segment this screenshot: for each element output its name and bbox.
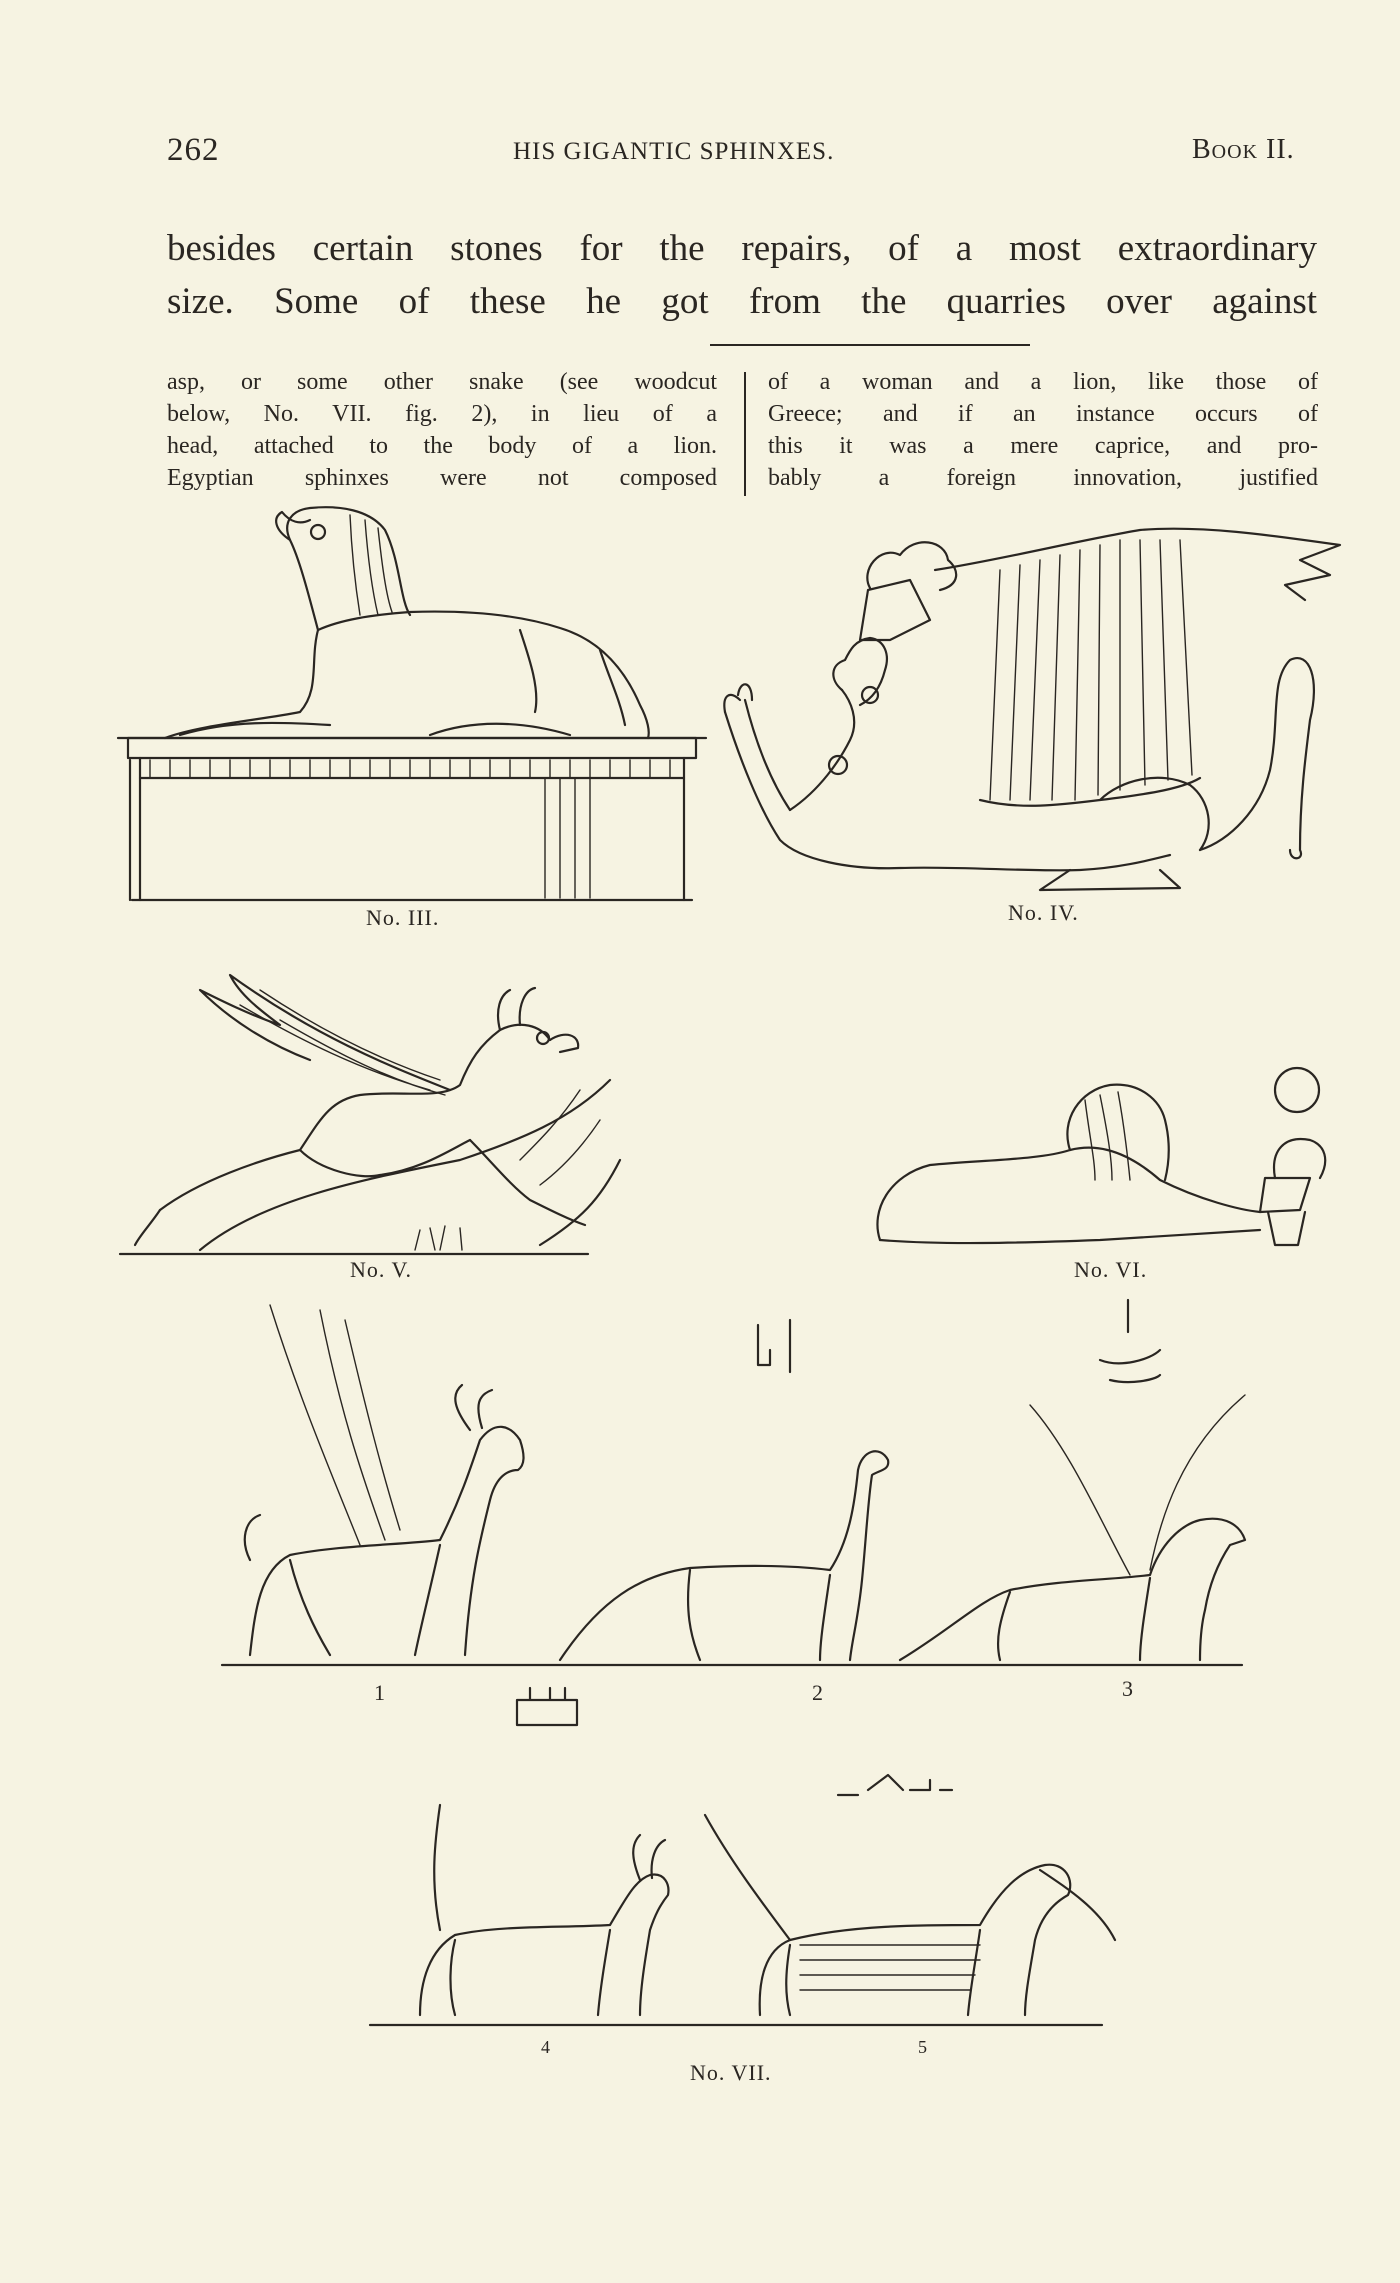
body-line-2: size. Some of these he got from the quarries over against — [167, 281, 1317, 322]
footnote-left-line: head, attached to the body of a lion. — [167, 433, 717, 459]
hieroglyphs — [517, 1300, 1160, 1795]
running-title: HIS GIGANTIC SPHINXES. — [513, 138, 835, 165]
book-label: Book II. — [1192, 134, 1295, 165]
figure-number-3: 3 — [1122, 1676, 1133, 1701]
figure-no7-row-1 — [222, 1305, 1245, 1665]
figure-number-2: 2 — [812, 1680, 823, 1705]
caption-no4: No. IV. — [1008, 900, 1079, 925]
footnote-left-line: asp, or some other snake (see woodcut — [167, 369, 717, 395]
figure-no6-sphinx-with-vessel — [877, 1068, 1325, 1245]
figure-number-5: 5 — [918, 2037, 927, 2057]
figure-no7-row-2 — [370, 1805, 1115, 2025]
caption-no6: No. VI. — [1074, 1257, 1148, 1282]
footnote-right-line: this it was a mere caprice, and pro- — [768, 433, 1318, 459]
caption-no7: No. VII. — [690, 2060, 772, 2085]
footnote-left-line: below, No. VII. fig. 2), in lieu of a — [167, 401, 717, 427]
footnote-right-line: bably a foreign innovation, justified — [768, 465, 1318, 491]
body-line-1: besides certain stones for the repairs, of a most extraordinary — [167, 228, 1317, 269]
page-number: 262 — [167, 132, 220, 168]
footnote-left-line: Egyptian sphinxes were not composed — [167, 465, 717, 491]
figure-no4-winged-sphinx — [724, 529, 1340, 890]
figure-no3-hawk-sphinx — [118, 507, 706, 900]
figure-number-4: 4 — [541, 2037, 550, 2057]
figure-number-1: 1 — [374, 1680, 385, 1705]
footnote-right-line: of a woman and a lion, like those of — [768, 369, 1318, 395]
figure-no5-griffin — [120, 975, 620, 1254]
footnote-right-line: Greece; and if an instance occurs of — [768, 401, 1318, 427]
caption-no5: No. V. — [350, 1257, 413, 1282]
caption-no3: No. III. — [366, 905, 440, 930]
